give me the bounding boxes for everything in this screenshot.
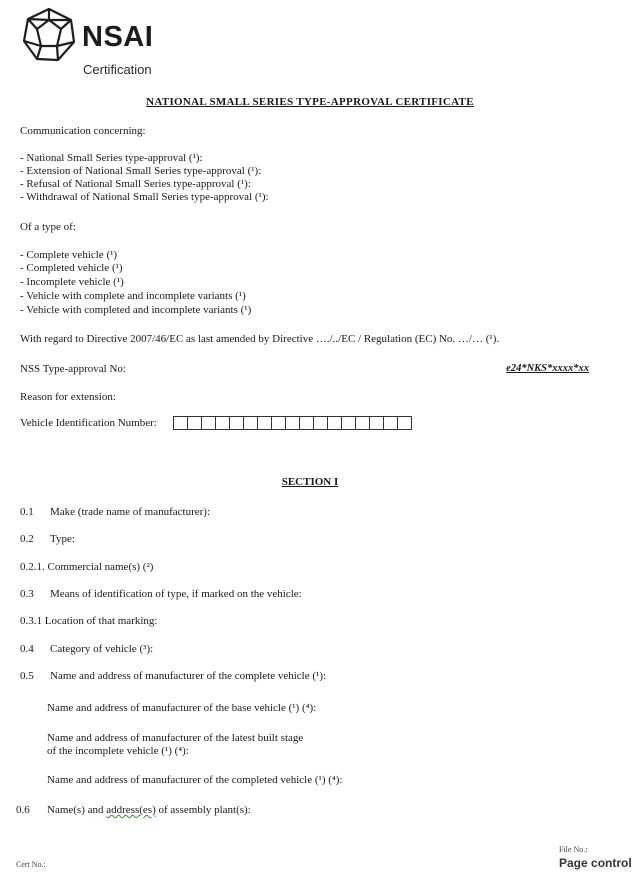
- communication-item: - Refusal of National Small Series type-approval (¹):: [20, 178, 251, 190]
- nsai-logo-icon: [20, 6, 78, 64]
- vin-char-box: [285, 416, 300, 430]
- logo-brand: NSAI: [82, 21, 154, 53]
- item-number: 0.1: [20, 506, 34, 518]
- vin-char-box: [327, 416, 342, 430]
- item-assembly-plants: [47, 804, 251, 817]
- vin-char-box: [271, 416, 286, 430]
- item-number: 0.2: [20, 533, 34, 545]
- item-number: 0.4: [20, 643, 34, 655]
- assembly-text-pre: Name(s) and: [47, 804, 107, 816]
- type-item: - Vehicle with completed and incomplete variants (¹): [20, 304, 252, 316]
- vin-char-box: [201, 416, 216, 430]
- item-make: Make (trade name of manufacturer):: [50, 506, 211, 518]
- directive-text: With regard to Directive 2007/46/EC as last amended by Directive …./../EC / Regulation (EC) No. …/… (¹).: [20, 333, 500, 345]
- communication-item: - Extension of National Small Series type-approval (¹):: [20, 165, 262, 177]
- vin-char-box: [369, 416, 384, 430]
- communication-item: - Withdrawal of National Small Series type-approval (¹):: [20, 191, 269, 203]
- vin-char-box: [257, 416, 272, 430]
- type-item: - Completed vehicle (¹): [20, 262, 123, 274]
- type-item: - Complete vehicle (¹): [20, 249, 118, 261]
- page-control-label: Page control: [559, 856, 632, 870]
- assembly-text-post: of assembly plant(s):: [155, 804, 251, 816]
- vin-boxes: [174, 416, 412, 430]
- item-means-identification: Means of identification of type, if marked on the vehicle:: [50, 588, 302, 600]
- vin-char-box: [383, 416, 398, 430]
- vin-char-box: [215, 416, 230, 430]
- item-location-marking: 0.3.1 Location of that marking:: [20, 615, 158, 627]
- item-manufacturer-complete: Name and address of manufacturer of the complete vehicle (¹):: [50, 670, 327, 682]
- vin-char-box: [243, 416, 258, 430]
- cert-no-label: Cert No.:: [16, 860, 46, 869]
- nss-label: NSS Type-approval No:: [20, 363, 126, 375]
- item-type: Type:: [50, 533, 75, 545]
- vin-char-box: [299, 416, 314, 430]
- vin-char-box: [397, 416, 412, 430]
- item-number: 0.3: [20, 588, 34, 600]
- vin-label: Vehicle Identification Number:: [20, 417, 157, 429]
- item-number: 0.5: [20, 670, 34, 682]
- file-no-label: File No.:: [559, 845, 588, 854]
- type-label: Of a type of:: [20, 221, 76, 233]
- section-title: SECTION I: [281, 476, 339, 488]
- vin-char-box: [341, 416, 356, 430]
- communication-item: - National Small Series type-approval (¹):: [20, 152, 203, 164]
- vin-char-box: [187, 416, 202, 430]
- item-manufacturer-latest-stage: Name and address of manufacturer of the latest built stage: [47, 732, 304, 744]
- item-number: 0.6: [16, 804, 30, 816]
- certificate-title: NATIONAL SMALL SERIES TYPE-APPROVAL CERTIFICATE: [146, 96, 474, 108]
- item-manufacturer-latest-stage-cont: of the incomplete vehicle (¹) (⁴):: [47, 745, 189, 757]
- vin-char-box: [229, 416, 244, 430]
- item-category: Category of vehicle (³):: [50, 643, 154, 655]
- communication-label: Communication concerning:: [20, 125, 146, 137]
- item-commercial-name: 0.2.1. Commercial name(s) (²): [20, 561, 154, 573]
- vin-char-box: [313, 416, 328, 430]
- nss-value: e24*NKS*xxxx*xx: [506, 363, 589, 374]
- vin-char-box: [355, 416, 370, 430]
- spellcheck-word: address(es): [106, 804, 156, 816]
- logo-subtitle: Certification: [83, 62, 152, 77]
- reason-label: Reason for extension:: [20, 391, 116, 403]
- item-manufacturer-completed: Name and address of manufacturer of the completed vehicle (¹) (⁴):: [47, 774, 343, 786]
- type-item: - Vehicle with complete and incomplete variants (¹): [20, 290, 246, 302]
- type-item: - Incomplete vehicle (¹): [20, 276, 124, 288]
- vin-char-box: [173, 416, 188, 430]
- item-manufacturer-base: Name and address of manufacturer of the base vehicle (¹) (⁴):: [47, 702, 317, 714]
